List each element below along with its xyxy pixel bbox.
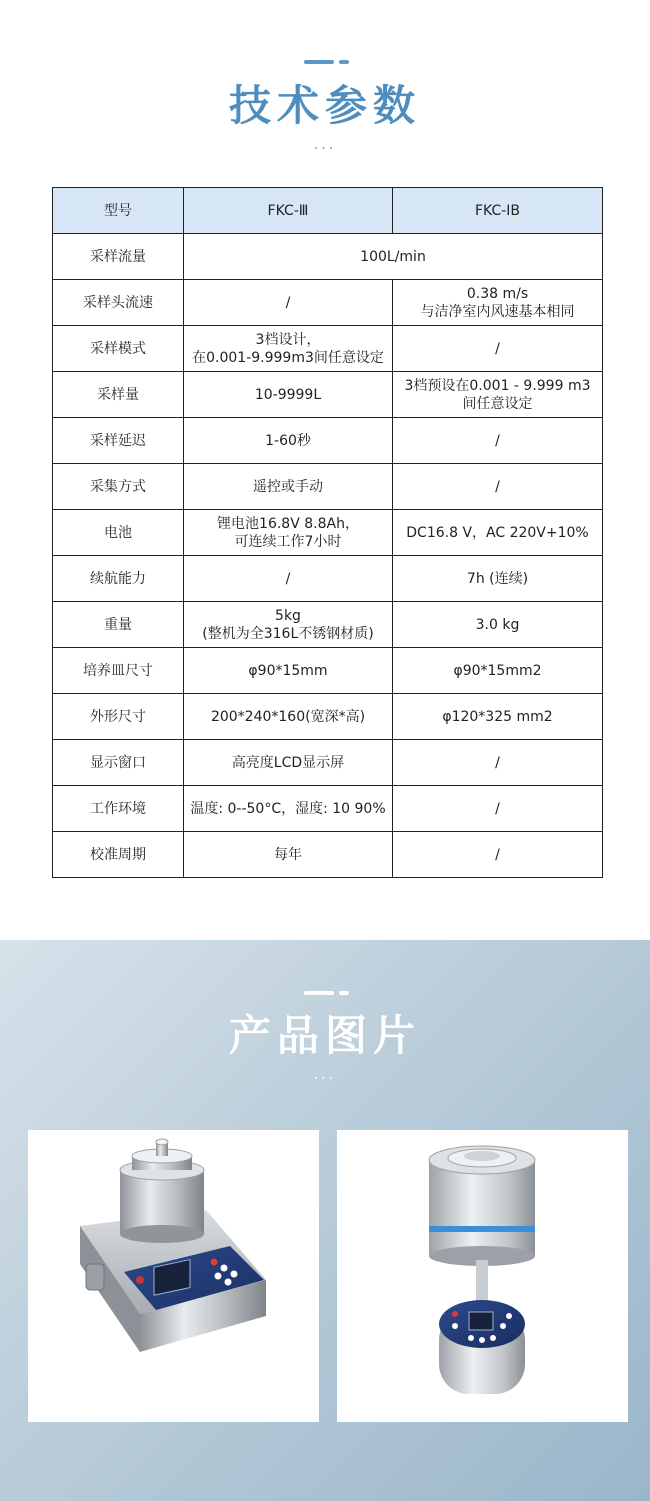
table-row bbox=[53, 602, 603, 648]
cell-fkcib: 7h (连续) bbox=[393, 556, 603, 602]
header-model: 型号 bbox=[53, 188, 184, 234]
table-row bbox=[53, 464, 603, 510]
cell-fkcib: / bbox=[393, 464, 603, 510]
cell-fkcib: / bbox=[393, 832, 603, 878]
table-row bbox=[53, 418, 603, 464]
header-fkcib: FKC-IB bbox=[393, 188, 603, 234]
header-fkc3: FKC-Ⅲ bbox=[184, 188, 393, 234]
cell-fkc3: 200*240*160(宽深*高) bbox=[184, 694, 393, 740]
table-row bbox=[53, 326, 603, 372]
cell-fkc3: / bbox=[184, 556, 393, 602]
row-label: 采样延迟 bbox=[53, 418, 184, 464]
table-row bbox=[53, 740, 603, 786]
cell-fkc3: 高亮度LCD显示屏 bbox=[184, 740, 393, 786]
table-row bbox=[53, 556, 603, 602]
cell-fkc3 bbox=[184, 510, 393, 556]
row-label: 显示窗口 bbox=[53, 740, 184, 786]
spec-title: 技术参数 bbox=[228, 81, 421, 130]
cell-fkc3: 每年 bbox=[184, 832, 393, 878]
cell-fkcib: DC16.8 V，AC 220V+10% bbox=[393, 510, 603, 556]
title-decoration bbox=[304, 60, 350, 65]
cell-line: 与洁净室内风速基本相同 bbox=[420, 303, 575, 320]
product-card-fkcib bbox=[337, 1130, 628, 1422]
cell-fkc3: 遥控或手动 bbox=[184, 464, 393, 510]
cell-fkcib: / bbox=[393, 786, 603, 832]
row-label: 培养皿尺寸 bbox=[53, 648, 184, 694]
cell-line: 5kg bbox=[275, 607, 301, 624]
row-label: 工作环境 bbox=[53, 786, 184, 832]
row-label: 校准周期 bbox=[53, 832, 184, 878]
portable-sampler-photo bbox=[337, 1130, 628, 1422]
cell-fkc3: φ90*15mm bbox=[184, 648, 393, 694]
photo-section bbox=[0, 940, 650, 1501]
cell-fkc3 bbox=[184, 602, 393, 648]
cell-fkc3: 温度: 0--50°C，湿度: 10 90% bbox=[184, 786, 393, 832]
benchtop-sampler-photo bbox=[28, 1130, 319, 1422]
cell-line: 在0.001-9.999m3间任意设定 bbox=[192, 349, 384, 366]
cell-fkc3 bbox=[184, 326, 393, 372]
table-row bbox=[53, 280, 603, 326]
row-label: 采样模式 bbox=[53, 326, 184, 372]
cell-fkcib: 3.0 kg bbox=[393, 602, 603, 648]
cell-fkcib bbox=[393, 280, 603, 326]
photo-title: 产品图片 bbox=[228, 1011, 421, 1060]
cell-fkc3: 1-60秒 bbox=[184, 418, 393, 464]
row-label: 外形尺寸 bbox=[53, 694, 184, 740]
cell-merged: 100L/min bbox=[184, 234, 603, 280]
table-row bbox=[53, 372, 603, 418]
title-decoration bbox=[304, 991, 350, 996]
row-label: 采样流量 bbox=[53, 234, 184, 280]
cell-line: 锂电池16.8V 8.8Ah， bbox=[217, 515, 359, 532]
cell-fkcib: / bbox=[393, 740, 603, 786]
table-row bbox=[53, 786, 603, 832]
cell-line: 0.38 m/s bbox=[466, 285, 529, 302]
cell-line: 3档设计， bbox=[255, 331, 321, 348]
spec-table bbox=[52, 187, 603, 878]
table-row bbox=[53, 694, 603, 740]
row-label: 采集方式 bbox=[53, 464, 184, 510]
cell-fkc3: 10-9999L bbox=[184, 372, 393, 418]
cell-line: 间任意设定 bbox=[462, 395, 533, 412]
table-row bbox=[53, 648, 603, 694]
cell-fkc3: / bbox=[184, 280, 393, 326]
table-row bbox=[53, 832, 603, 878]
table-row bbox=[53, 510, 603, 556]
cell-fkcib: / bbox=[393, 326, 603, 372]
cell-line: (整机为全316L不锈钢材质) bbox=[202, 625, 374, 642]
row-label: 续航能力 bbox=[53, 556, 184, 602]
cell-fkcib: / bbox=[393, 418, 603, 464]
row-label: 采样量 bbox=[53, 372, 184, 418]
cell-line: 可连续工作7小时 bbox=[234, 533, 342, 550]
title-dots: ... bbox=[313, 1067, 337, 1083]
table-row bbox=[53, 234, 603, 280]
cell-fkcib: φ90*15mm2 bbox=[393, 648, 603, 694]
row-label: 采样头流速 bbox=[53, 280, 184, 326]
product-card-fkc3 bbox=[28, 1130, 319, 1422]
cell-fkcib: φ120*325 mm2 bbox=[393, 694, 603, 740]
cell-fkcib bbox=[393, 372, 603, 418]
row-label: 重量 bbox=[53, 602, 184, 648]
table-header-row bbox=[53, 188, 603, 234]
title-dots: ... bbox=[313, 137, 337, 153]
row-label: 电池 bbox=[53, 510, 184, 556]
cell-line: 3档预设在0.001 - 9.999 m3 bbox=[404, 377, 591, 394]
